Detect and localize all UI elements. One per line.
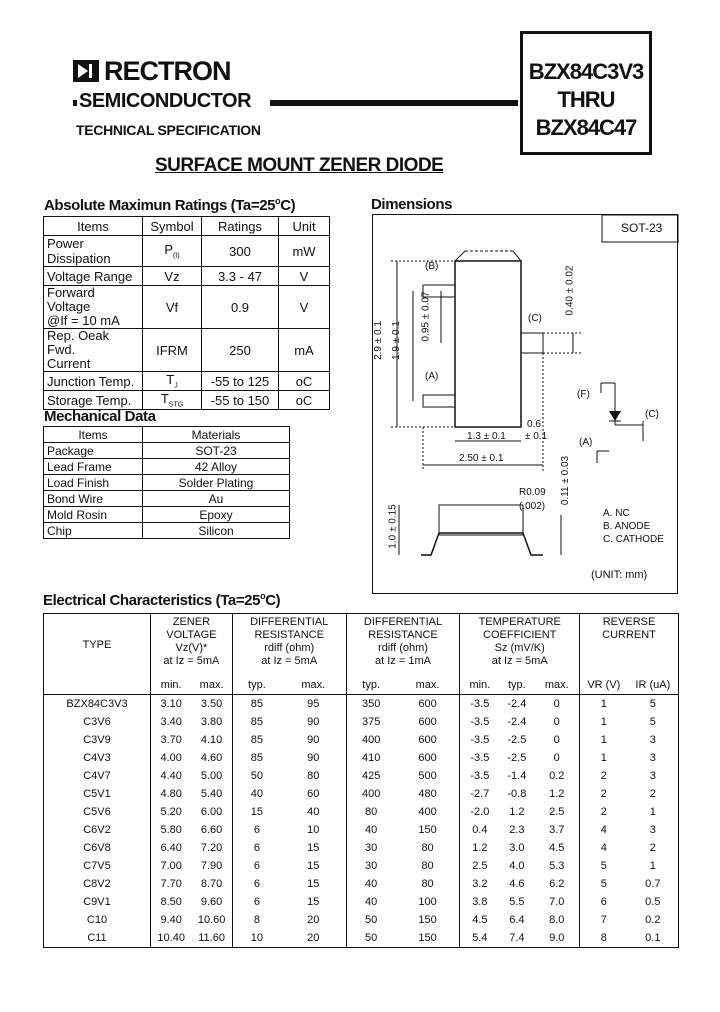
main-title: SURFACE MOUNT ZENER DIODE bbox=[155, 155, 444, 176]
elec-group-tempco: TEMPERATURE COEFFICIENT Sz (mV/K) at Iz = 5mA bbox=[460, 614, 580, 677]
dim-0-6: 0.6 bbox=[527, 419, 541, 430]
brand-name: RECTRON bbox=[104, 56, 231, 86]
table-row: Load Finish Solder Plating bbox=[44, 475, 290, 491]
dim-1-3: 1.3 ± 0.1 bbox=[467, 431, 506, 442]
table-row: C3V9 3.70 4.10 85 90 400 600 -3.5 -2.5 0 1 3 bbox=[44, 731, 679, 749]
table-row: C8V2 7.70 8.70 6 15 40 80 3.2 4.6 6.2 5 0.7 bbox=[44, 875, 679, 893]
elec-table bbox=[43, 613, 679, 948]
elec-group-zener: ZENER VOLTAGE Vz(V)* at Iz = 5mA bbox=[151, 614, 233, 677]
pin-a-label: (A) bbox=[425, 371, 439, 382]
part-number-thru: THRU bbox=[557, 87, 615, 112]
package-label: SOT-23 bbox=[621, 221, 663, 235]
table-row: C9V1 8.50 9.60 6 15 40 100 3.8 5.5 7.0 6 0.5 bbox=[44, 893, 679, 911]
dimensions-box bbox=[372, 214, 678, 594]
abs-header-symbol: Symbol bbox=[143, 217, 202, 236]
dim-r: R0.09 bbox=[519, 487, 546, 498]
dim-2-50: 2.50 ± 0.1 bbox=[459, 453, 504, 464]
abs-header-ratings: Ratings bbox=[202, 217, 279, 236]
table-row: BZX84C3V3 3.10 3.50 85 95 350 600 -3.5 -2.4 0 1 5 bbox=[44, 695, 679, 714]
table-row: Power Dissipation $P_{(t)}$ 300 mW bbox=[44, 236, 330, 267]
part-number-start: BZX84C3V3 bbox=[528, 59, 644, 84]
table-row: Bond Wire Au bbox=[44, 491, 290, 507]
dim-0-95: 0.95 ± 0.07 bbox=[420, 291, 432, 342]
elec-title: Electrical Characteristics $(Ta=25^oC)$ bbox=[43, 591, 281, 609]
mech-table bbox=[43, 426, 290, 539]
table-row: Mold Rosin Epoxy bbox=[44, 507, 290, 523]
mech-header-items: Items bbox=[44, 427, 143, 443]
table-row: C11 10.40 11.60 10 20 50 150 5.4 7.4 9.0 8 0.1 bbox=[44, 929, 679, 948]
schematic-pin-c: (C) bbox=[645, 409, 659, 420]
header-rule-right bbox=[270, 100, 518, 106]
table-row: C3V6 3.40 3.80 85 90 375 600 -3.5 -2.4 0 1 5 bbox=[44, 713, 679, 731]
table-row: C5V6 5.20 6.00 15 40 80 400 -2.0 1.2 2.5 2 1 bbox=[44, 803, 679, 821]
abs-header-unit: Unit bbox=[279, 217, 330, 236]
table-row: Rep. Oeak Fwd. Current IFRM 250 mA bbox=[44, 329, 330, 372]
dimensions-title: Dimensions bbox=[371, 196, 453, 213]
elec-group-reverse: REVERSE CURRENT bbox=[580, 614, 679, 677]
elec-type-header: TYPE bbox=[82, 639, 112, 651]
unit-note: (UNIT: mm) bbox=[591, 569, 648, 581]
table-row: Lead Frame 42 Alloy bbox=[44, 459, 290, 475]
elec-group-rdiff5: DIFFERENTIAL RESISTANCE rdiff (ohm) at Iz = 5mA bbox=[232, 614, 346, 677]
schematic-pin-a: (A) bbox=[579, 437, 593, 448]
table-row: C4V7 4.40 5.00 50 80 425 500 -3.5 -1.4 0.2 2 3 bbox=[44, 767, 679, 785]
elec-subheader-row: min. max. typ. max. typ. max. min. typ. max. VR (V) IR (uA) bbox=[44, 676, 679, 695]
table-row: Package SOT-23 bbox=[44, 443, 290, 459]
table-row: Storage Temp. $T_{STG}$ -55 to 150 oC bbox=[44, 391, 330, 410]
mech-header-materials: Materials bbox=[143, 427, 290, 443]
part-number-box bbox=[520, 31, 652, 155]
dim-0-11: 0.11 ± 0.03 bbox=[560, 455, 572, 506]
spec-label: TECHNICAL SPECIFICATION bbox=[76, 122, 261, 138]
table-row: C10 9.40 10.60 8 20 50 150 4.5 6.4 8.0 7 0.2 bbox=[44, 911, 679, 929]
table-row: Chip Silicon bbox=[44, 523, 290, 539]
table-row: C5V1 4.80 5.40 40 60 400 480 -2.7 -0.8 1.2 2 2 bbox=[44, 785, 679, 803]
table-row: C4V3 4.00 4.60 85 90 410 600 -3.5 -2.5 0 1 3 bbox=[44, 749, 679, 767]
abs-header-items: Items bbox=[44, 217, 143, 236]
dim-r2: (.002) bbox=[519, 501, 546, 512]
schematic-pin-f: (F) bbox=[577, 389, 590, 400]
part-number-end: BZX84C47 bbox=[535, 115, 637, 140]
mech-title: Mechanical Data bbox=[44, 408, 156, 425]
abs-max-table bbox=[43, 216, 330, 410]
table-row: C6V2 5.80 6.60 6 10 40 150 0.4 2.3 3.7 4 3 bbox=[44, 821, 679, 839]
table-row: C7V5 7.00 7.90 6 15 30 80 2.5 4.0 5.3 5 1 bbox=[44, 857, 679, 875]
table-row: Junction Temp. $T_J$ -55 to 125 oC bbox=[44, 372, 330, 391]
dim-1-0: 1.0 ± 0.15 bbox=[387, 504, 399, 549]
dim-1-9: 1.9 ± 0.1 bbox=[390, 321, 402, 360]
pin-c-label: (C) bbox=[528, 313, 542, 324]
dim-0-40: 0.40 ± 0.02 bbox=[564, 265, 576, 316]
table-row: Forward Voltage @If = 10 mA Vf 0.9 V bbox=[44, 286, 330, 329]
pin-b-label: (B) bbox=[425, 261, 439, 272]
dim-0-6-tol: ± 0.1 bbox=[525, 431, 548, 442]
abs-max-title: Absolute Maximun Ratings $(Ta=25^oC)$ bbox=[44, 196, 296, 214]
table-row: Voltage Range Vz 3.3 - 47 V bbox=[44, 267, 330, 286]
rectron-logo-icon bbox=[73, 60, 99, 82]
division-name: SEMICONDUCTOR bbox=[79, 90, 252, 112]
pin-legend: A. NC B. ANODE C. CATHODE bbox=[603, 508, 664, 545]
dim-2-9: 2.9 ± 0.1 bbox=[372, 321, 384, 360]
elec-group-rdiff1: DIFFERENTIAL RESISTANCE rdiff (ohm) at Iz = 1mA bbox=[346, 614, 460, 677]
header-rule-left bbox=[73, 100, 77, 106]
table-row: C6V8 6.40 7.20 6 15 30 80 1.2 3.0 4.5 4 2 bbox=[44, 839, 679, 857]
